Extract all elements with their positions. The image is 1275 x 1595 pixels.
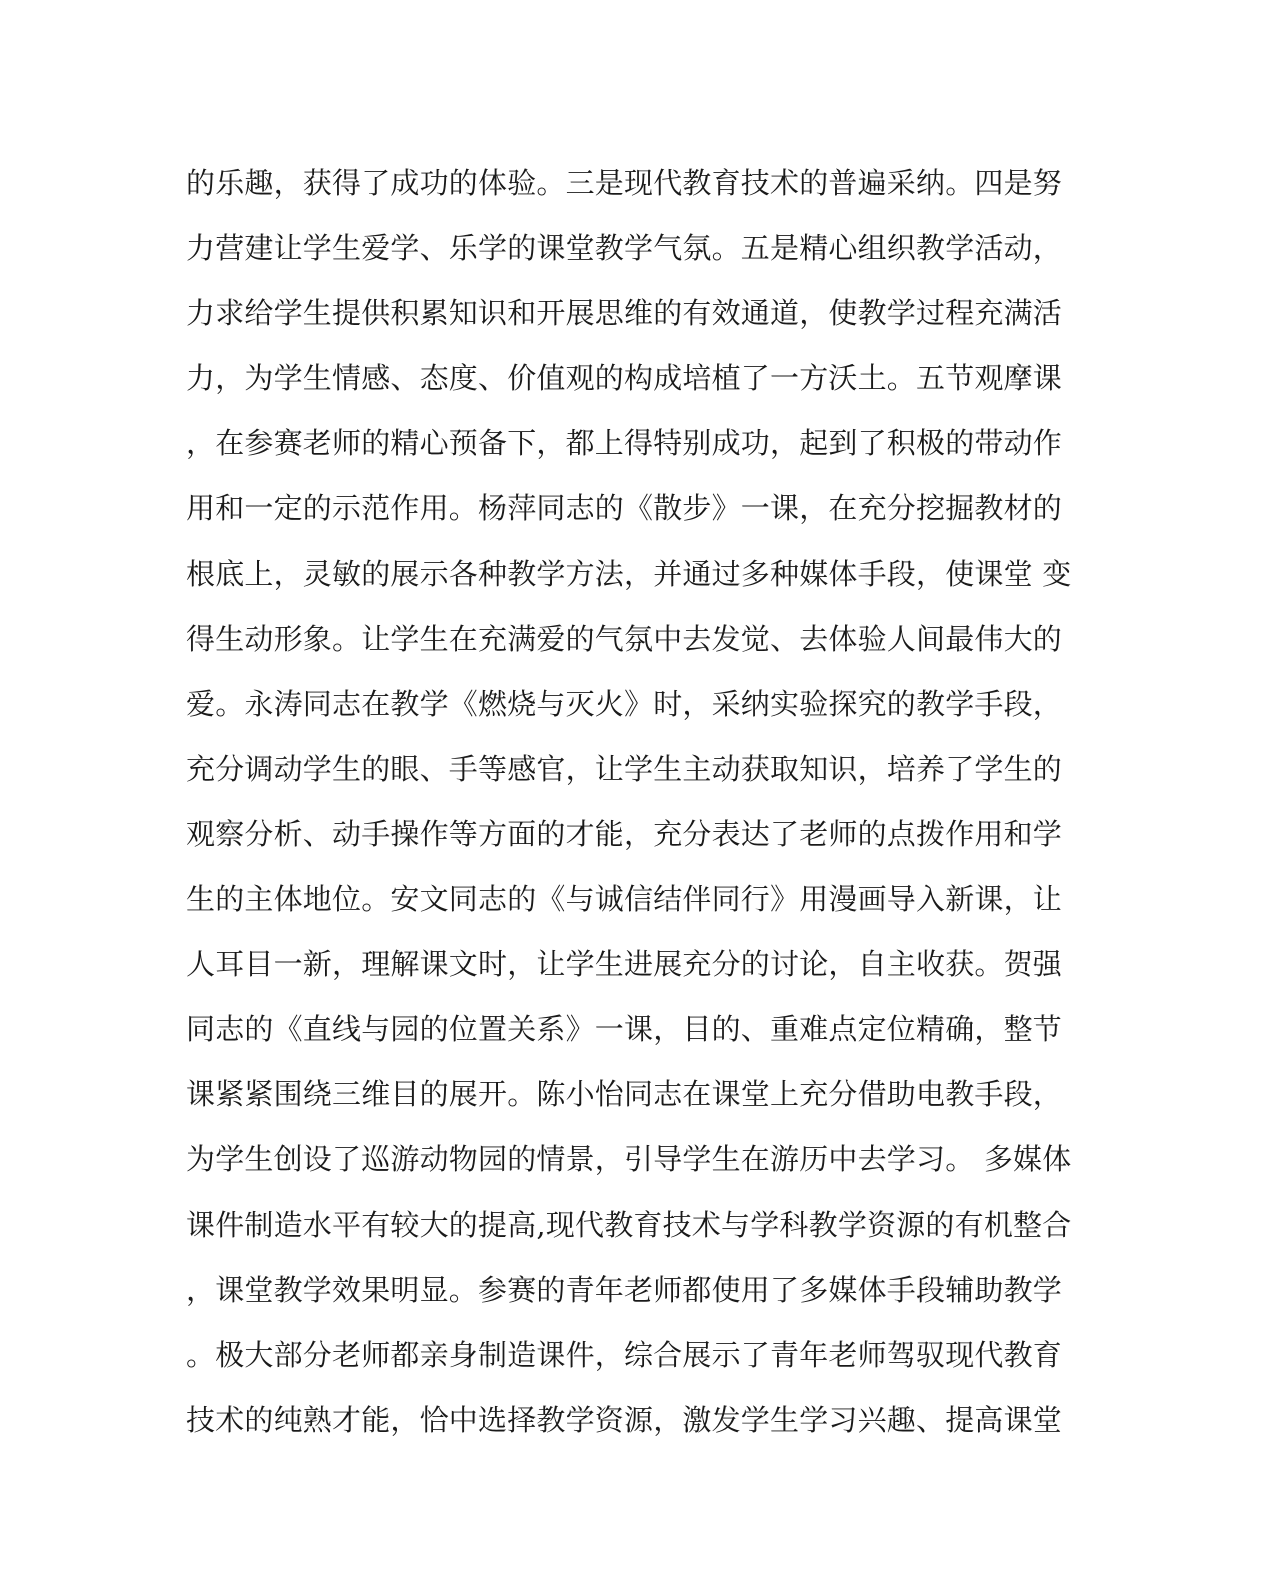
text-line: 的乐趣，获得了成功的体验。三是现代教育技术的普遍采纳。四是努 (186, 166, 1063, 200)
text-line: 力营建让学生爱学、乐学的课堂教学气氛。五是精心组织教学活动， (186, 231, 1063, 266)
text-line: 课紧紧围绕三维目的展开。陈小怡同志在课堂上充分借助电教手段， (186, 1077, 1063, 1112)
text-line: 观察分析、动手操作等方面的才能，充分表达了老师的点拨作用和学 (186, 816, 1063, 851)
text-line: 生的主体地位。安文同志的《与诚信结伴同行》用漫画导入新课，让 (186, 882, 1063, 917)
text-line: 用和一定的示范作用。杨萍同志的《散步》一课，在充分挖掘教材的 (186, 491, 1063, 526)
text-line: 充分调动学生的眼、手等感官，让学生主动获取知识，培养了学生的 (186, 751, 1063, 786)
text-line: 人耳目一新，理解课文时，让学生进展充分的讨论，自主收获。贺强 (186, 947, 1063, 982)
text-line: 得生动形象。让学生在充满爱的气氛中去发觉、去体验人间最伟大的 (186, 621, 1063, 656)
body-text (186, 158, 1086, 1460)
text-line: 。极大部分老师都亲身制造课件，综合展示了青年老师驾驭现代教育 (186, 1337, 1063, 1372)
text-line: 技术的纯熟才能，恰中选择教学资源，激发学生学习兴趣、提高课堂 (186, 1402, 1063, 1437)
text-line: ，课堂教学效果明显。参赛的青年老师都使用了多媒体手段辅助教学 (186, 1272, 1063, 1307)
text-line: 课件制造水平有较大的提高,现代教育技术与学科教学资源的有机整合 (186, 1207, 1072, 1242)
text-line: 为学生创设了巡游动物园的情景，引导学生在游历中去学习。 多媒体 (186, 1142, 1072, 1177)
text-line: 同志的《直线与园的位置关系》一课，目的、重难点定位精确，整节 (186, 1012, 1063, 1047)
text-line: ，在参赛老师的精心预备下，都上得特别成功，起到了积极的带动作 (186, 426, 1063, 461)
text-line: 力求给学生提供积累知识和开展思维的有效通道，使教学过程充满活 (186, 296, 1063, 331)
text-line: 根底上，灵敏的展示各种教学方法，并通过多种媒体手段，使课堂 变 (186, 556, 1072, 591)
text-line: 爱。永涛同志在教学《燃烧与灭火》时，采纳实验探究的教学手段， (186, 686, 1063, 721)
text-line: 力，为学生情感、态度、价值观的构成培植了一方沃土。五节观摩课 (186, 361, 1063, 396)
